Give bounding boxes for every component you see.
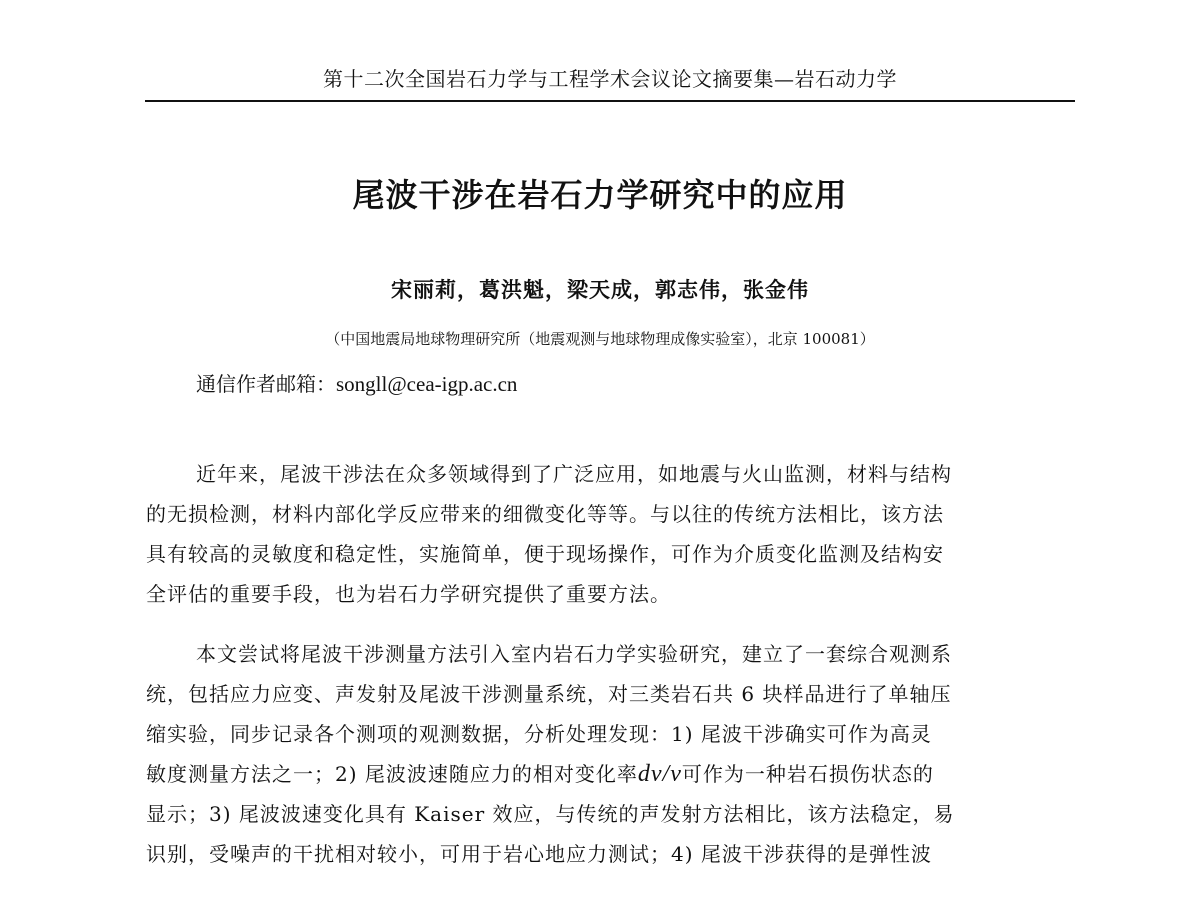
text-line-with-formula	[146, 754, 1076, 794]
text-line: 的无损检测，材料内部化学反应带来的细微变化等等。与以往的传统方法相比，该方法	[146, 502, 944, 526]
email-label: 通信作者邮箱：	[196, 372, 336, 396]
text-line: 全评估的重要手段，也为岩石力学研究提供了重要方法。	[146, 582, 671, 606]
text-line: 显示；3) 尾波波速变化具有 Kaiser 效应，与传统的声发射方法相比，该方法稳定，易	[146, 802, 955, 826]
paper-title: 尾波干涉在岩石力学研究中的应用	[352, 176, 848, 214]
formula-text-before: 敏度测量方法之一；2) 尾波波速随应力的相对变化率	[146, 762, 638, 786]
abstract-paragraph-2	[146, 634, 1076, 874]
abstract-paragraph-1	[146, 454, 1076, 614]
email-address: songll@cea-igp.ac.cn	[336, 372, 518, 396]
text-line: 本文尝试将尾波干涉测量方法引入室内岩石力学实验研究，建立了一套综合观测系	[196, 642, 952, 666]
text-line: 统，包括应力应变、声发射及尾波干涉测量系统，对三类岩石共 6 块样品进行了单轴压	[146, 682, 952, 706]
affiliation: （中国地震局地球物理研究所（地震观测与地球物理成像实验室），北京 100081）	[325, 330, 875, 348]
text-line: 具有较高的灵敏度和稳定性，实施简单，便于现场操作，可作为介质变化监测及结构安	[146, 542, 944, 566]
text-line: 缩实验，同步记录各个测项的观测数据，分析处理发现：1) 尾波干涉确实可作为高灵	[146, 722, 932, 746]
text-line: 识别，受噪声的干扰相对较小，可用于岩心地应力测试；4) 尾波干涉获得的是弹性波	[146, 842, 932, 866]
formula-dv-over-v: dv/v	[637, 761, 682, 787]
text-line: 近年来，尾波干涉法在众多领域得到了广泛应用，如地震与火山监测，材料与结构	[196, 462, 952, 486]
author-list: 宋丽莉，葛洪魁，梁天成，郭志伟，张金伟	[391, 277, 809, 302]
correspondence-email-line	[196, 366, 517, 402]
formula-text-after: 可作为一种岩石损伤状态的	[681, 762, 934, 786]
running-header: 第十二次全国岩石力学与工程学术会议论文摘要集—岩石动力学	[145, 58, 1075, 102]
